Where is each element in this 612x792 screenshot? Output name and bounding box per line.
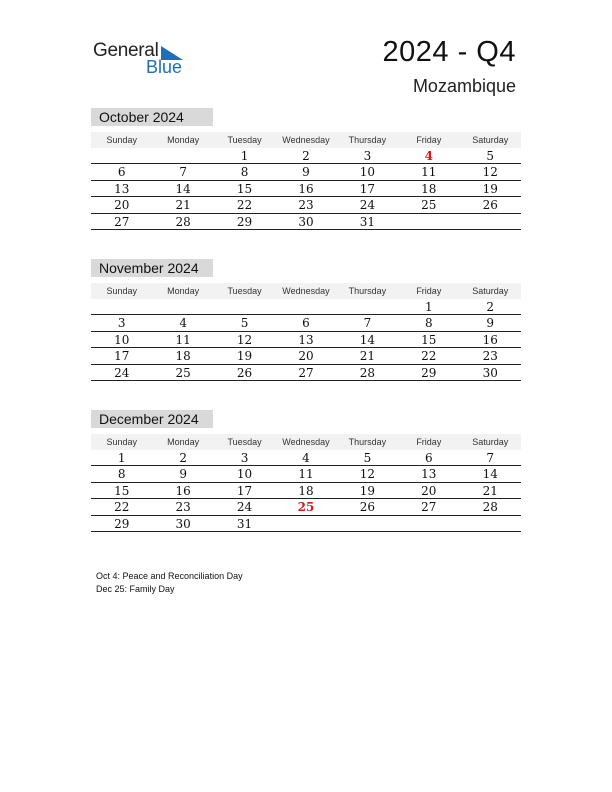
day-cell: 18 <box>298 483 314 498</box>
month-label: November 2024 <box>91 259 213 277</box>
week-row <box>91 214 521 230</box>
day-cell: 8 <box>117 467 126 482</box>
weekday-header: Friday <box>416 437 442 447</box>
day-cell: 24 <box>359 198 376 213</box>
day-cell: 2 <box>302 149 310 163</box>
day-cell: 13 <box>114 181 130 196</box>
weekday-header-row <box>91 434 521 450</box>
week-row <box>91 516 521 532</box>
day-cell: 6 <box>425 451 433 465</box>
day-cell: 4 <box>302 451 310 465</box>
day-cell: 19 <box>236 349 253 364</box>
day-cell: 25 <box>175 365 191 380</box>
day-cell: 5 <box>363 451 372 465</box>
weekday-header: Wednesday <box>282 437 330 447</box>
day-cell: 26 <box>482 198 498 213</box>
week-row <box>91 181 521 197</box>
day-cell: 21 <box>359 349 376 364</box>
weekday-header: Tuesday <box>227 437 262 447</box>
holiday-note: Dec 25: Family Day <box>96 584 175 594</box>
weekday-header: Wednesday <box>282 286 330 296</box>
day-cell: 26 <box>359 500 376 515</box>
day-cell: 20 <box>298 349 314 364</box>
day-cell: 13 <box>421 467 437 482</box>
day-cell: 29 <box>421 365 437 380</box>
day-cell: 11 <box>298 467 314 482</box>
week-row <box>91 466 521 482</box>
week-row <box>91 450 521 466</box>
week-row <box>91 499 521 515</box>
day-cell: 13 <box>298 332 314 347</box>
week-row <box>91 164 521 180</box>
logo-text-blue: Blue <box>146 57 183 77</box>
day-cell: 31 <box>359 214 376 229</box>
day-cell: 23 <box>175 500 191 515</box>
day-cell <box>337 516 398 531</box>
day-cell: 17 <box>236 483 253 498</box>
month-label: October 2024 <box>91 108 213 126</box>
day-cell: 5 <box>486 149 495 163</box>
weekday-header: Friday <box>416 135 442 145</box>
day-cell: 22 <box>421 349 437 364</box>
month-october <box>91 108 521 230</box>
weekday-header: Saturday <box>472 286 509 296</box>
weekday-header: Thursday <box>348 135 387 145</box>
day-cell: 9 <box>179 467 187 482</box>
day-cell <box>460 214 521 229</box>
weekday-header: Sunday <box>106 135 137 145</box>
day-cell: 3 <box>363 149 372 163</box>
weekday-header: Saturday <box>472 135 509 145</box>
holiday-note: Oct 4: Peace and Reconciliation Day <box>96 571 243 581</box>
day-cell: 18 <box>421 181 437 196</box>
page-title: 2024 - Q4 <box>382 36 516 68</box>
day-cell <box>460 516 521 531</box>
week-row <box>91 365 521 381</box>
day-cell: 16 <box>298 181 314 196</box>
day-cell: 17 <box>359 181 376 196</box>
day-cell: 11 <box>175 332 191 347</box>
weekday-header: Sunday <box>106 437 137 447</box>
day-cell: 24 <box>114 365 130 380</box>
day-cell: 1 <box>425 300 433 314</box>
day-cell: 10 <box>236 467 253 482</box>
day-cell <box>91 299 152 314</box>
day-cell: 10 <box>114 332 130 347</box>
week-row <box>91 332 521 348</box>
day-cell: 30 <box>175 516 191 531</box>
weekday-header: Monday <box>167 437 200 447</box>
day-cell: 24 <box>236 500 253 515</box>
day-cell: 6 <box>117 165 126 180</box>
day-cell: 29 <box>236 214 253 229</box>
day-cell: 6 <box>302 316 310 331</box>
day-cell: 3 <box>117 316 126 331</box>
weekday-header: Wednesday <box>282 135 330 145</box>
weekday-header-row <box>91 283 521 299</box>
day-cell: 5 <box>240 316 249 331</box>
week-row <box>91 348 521 364</box>
day-cell: 27 <box>421 500 437 515</box>
day-cell <box>398 214 459 229</box>
day-cell: 9 <box>486 316 495 331</box>
day-cell: 7 <box>486 451 495 465</box>
holiday-day-cell: 4 <box>424 149 433 163</box>
month-december <box>91 410 521 532</box>
day-cell: 4 <box>179 316 187 331</box>
day-cell: 28 <box>175 214 191 229</box>
day-cell: 23 <box>298 198 314 213</box>
day-cell: 26 <box>236 365 253 380</box>
day-cell: 19 <box>482 181 498 196</box>
day-cell: 15 <box>421 332 437 347</box>
day-cell: 25 <box>421 198 437 213</box>
day-cell <box>275 516 336 531</box>
weekday-header: Saturday <box>472 437 509 447</box>
day-cell <box>152 299 213 314</box>
day-cell: 28 <box>359 365 376 380</box>
day-cell: 12 <box>482 165 498 180</box>
weekday-header: Tuesday <box>227 135 262 145</box>
day-cell: 2 <box>486 300 495 314</box>
day-cell <box>91 148 152 163</box>
month-label: December 2024 <box>91 410 213 428</box>
week-row <box>91 299 521 315</box>
day-cell: 17 <box>114 349 130 364</box>
day-cell: 23 <box>482 349 498 364</box>
day-cell: 21 <box>175 198 191 213</box>
weekday-header: Friday <box>416 286 442 296</box>
day-cell: 12 <box>236 332 253 347</box>
day-cell: 11 <box>421 165 437 180</box>
day-cell: 22 <box>114 500 130 515</box>
month-november <box>91 259 521 381</box>
day-cell: 12 <box>359 467 376 482</box>
brand-logo <box>93 40 193 80</box>
holiday-notes <box>96 570 243 596</box>
day-cell <box>275 299 336 314</box>
day-cell: 1 <box>240 149 249 163</box>
day-cell <box>337 299 398 314</box>
week-row <box>91 197 521 213</box>
country-name: Mozambique <box>412 76 516 96</box>
day-cell: 9 <box>302 165 310 180</box>
weekday-header: Monday <box>167 135 200 145</box>
day-cell: 27 <box>298 365 314 380</box>
week-row <box>91 315 521 331</box>
day-cell: 28 <box>482 500 498 515</box>
weekday-header: Monday <box>167 286 200 296</box>
weekday-header: Thursday <box>348 286 387 296</box>
day-cell: 10 <box>359 165 376 180</box>
day-cell <box>152 148 213 163</box>
day-cell <box>398 516 459 531</box>
logo-text-general: General <box>93 40 159 61</box>
weekday-header: Thursday <box>348 437 387 447</box>
weekday-header: Sunday <box>106 286 137 296</box>
day-cell: 30 <box>482 365 498 380</box>
day-cell: 16 <box>482 332 498 347</box>
day-cell: 14 <box>359 332 376 347</box>
day-cell: 20 <box>421 483 437 498</box>
day-cell: 30 <box>298 214 314 229</box>
weekday-header-row <box>91 132 521 148</box>
day-cell: 14 <box>175 181 191 196</box>
day-cell: 21 <box>482 483 498 498</box>
day-cell: 20 <box>114 198 130 213</box>
day-cell: 27 <box>114 214 130 229</box>
week-row <box>91 148 521 164</box>
day-cell: 31 <box>236 516 253 531</box>
day-cell: 1 <box>117 451 126 465</box>
day-cell: 8 <box>240 165 249 180</box>
day-cell <box>214 299 275 314</box>
day-cell: 2 <box>179 451 187 465</box>
day-cell: 15 <box>114 483 130 498</box>
day-cell: 15 <box>236 181 253 196</box>
day-cell: 8 <box>425 316 433 331</box>
day-cell: 16 <box>175 483 191 498</box>
day-cell: 22 <box>236 198 253 213</box>
holiday-day-cell: 25 <box>297 500 315 515</box>
weekday-header: Tuesday <box>227 286 262 296</box>
day-cell: 29 <box>114 516 130 531</box>
day-cell: 19 <box>359 483 376 498</box>
week-row <box>91 483 521 499</box>
day-cell: 18 <box>175 349 191 364</box>
day-cell: 14 <box>482 467 498 482</box>
day-cell: 3 <box>240 451 249 465</box>
day-cell: 7 <box>179 165 187 180</box>
day-cell: 7 <box>363 316 372 331</box>
